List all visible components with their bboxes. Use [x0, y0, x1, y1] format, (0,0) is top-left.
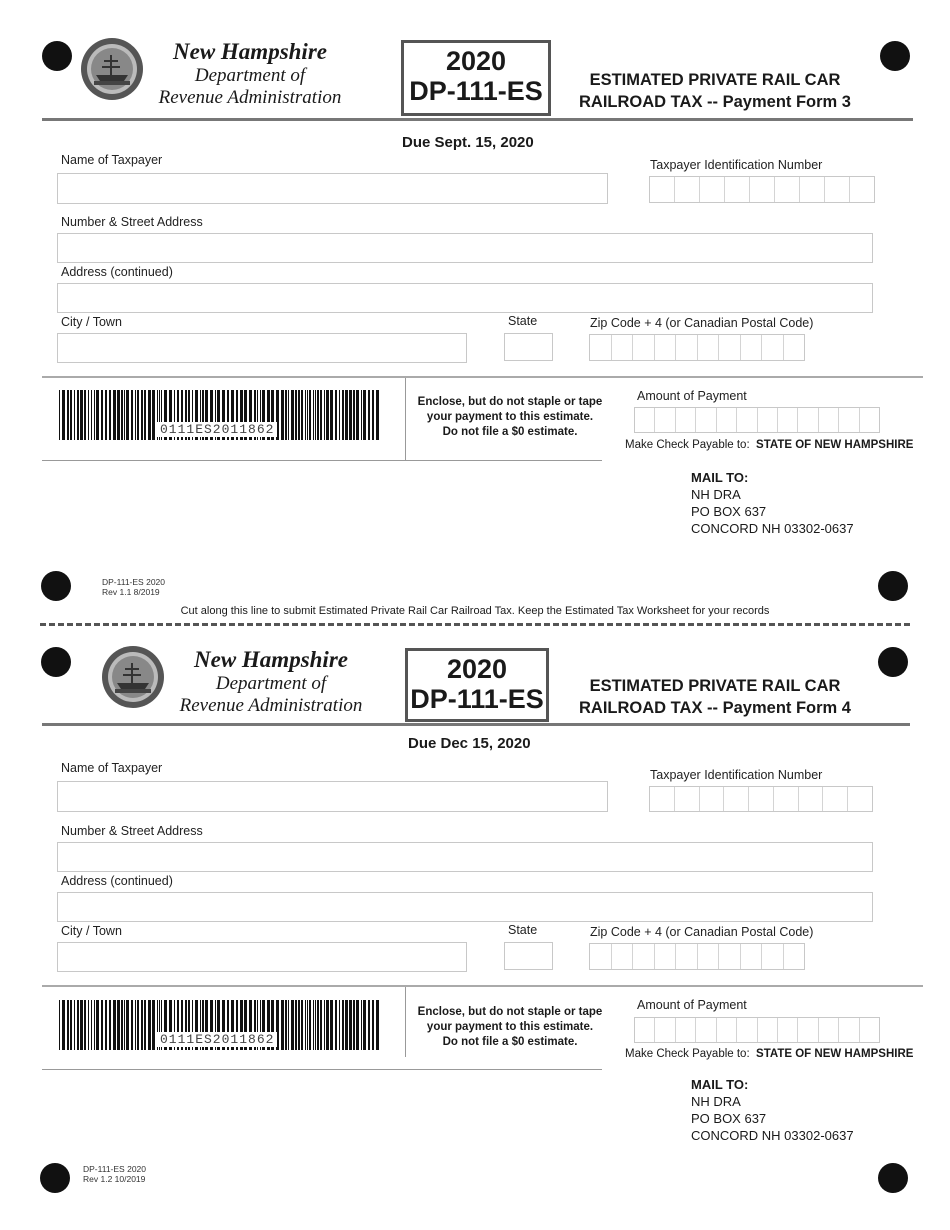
form-year: 2020 [445, 46, 507, 76]
department-line-3: Revenue Administration [158, 87, 342, 108]
header-rule [42, 723, 910, 726]
punch-hole-top-right [880, 41, 910, 71]
mail-line-2: PO BOX 637 [691, 504, 767, 519]
punch-hole-top-left [42, 41, 72, 71]
name-label: Name of Taxpayer [61, 153, 163, 167]
payable-to [625, 1048, 913, 1060]
name-label: Name of Taxpayer [61, 761, 163, 775]
payable-to-prefix: Make Check Payable to: [625, 1048, 750, 1060]
payable-to-prefix: Make Check Payable to: [625, 439, 750, 451]
department-line-1: New Hampshire [173, 39, 327, 64]
mailing-address [691, 1076, 854, 1144]
department-line-2: Department of [215, 673, 327, 694]
enclose-line-2: your payment to this estimate. [426, 1021, 594, 1033]
enclose-line-2: your payment to this estimate. [426, 411, 594, 423]
zip-label: Zip Code + 4 (or Canadian Postal Code) [590, 925, 814, 939]
revision-line-2: Rev 1.2 10/2019 [83, 1174, 146, 1184]
barcode-rule [42, 1069, 602, 1070]
city-label: City / Town [61, 315, 122, 329]
state-seal-icon [101, 645, 165, 709]
form-year: 2020 [446, 654, 508, 684]
barcode [59, 1000, 379, 1050]
cut-line [40, 623, 910, 626]
payee-name: STATE OF NEW HAMPSHIRE [756, 1048, 914, 1060]
revision-line-1: DP-111-ES 2020 [102, 577, 165, 587]
department-line-1: New Hampshire [194, 647, 348, 672]
state-field[interactable] [504, 942, 553, 970]
tin-label: Taxpayer Identification Number [650, 768, 823, 782]
revision-info [83, 1164, 146, 1184]
enclose-line-3: Do not file a $0 estimate. [442, 426, 578, 438]
street-label: Number & Street Address [61, 824, 203, 838]
mail-line-2: PO BOX 637 [691, 1111, 767, 1126]
city-field[interactable] [57, 942, 467, 972]
form-id-box [405, 648, 549, 722]
due-date: Due Sept. 15, 2020 [402, 134, 534, 151]
form-title [560, 675, 870, 719]
zip-label: Zip Code + 4 (or Canadian Postal Code) [590, 316, 814, 330]
form-title-line-2: RAILROAD TAX -- Payment Form 4 [579, 699, 851, 717]
enclose-line-1: Enclose, but do not staple or tape [417, 1006, 603, 1018]
tin-field[interactable] [649, 786, 873, 812]
amount-label: Amount of Payment [637, 998, 747, 1012]
payable-to [625, 439, 913, 451]
name-field[interactable] [57, 173, 608, 204]
street-field[interactable] [57, 842, 873, 872]
header-rule [42, 118, 913, 121]
form-id-box [401, 40, 551, 116]
form-title-line-1: ESTIMATED PRIVATE RAIL CAR [589, 71, 841, 89]
mail-line-1: NH DRA [691, 487, 741, 502]
revision-info [102, 577, 165, 597]
barcode-number: 0111ES2011862 [157, 1032, 277, 1047]
form-number: DP-111-ES [409, 76, 543, 106]
state-label: State [508, 923, 538, 937]
mail-heading: MAIL TO: [691, 1077, 749, 1092]
mail-line-1: NH DRA [691, 1094, 741, 1109]
department-line-3: Revenue Administration [179, 695, 363, 716]
state-label: State [508, 314, 538, 328]
name-field[interactable] [57, 781, 608, 812]
amount-label: Amount of Payment [637, 389, 747, 403]
payee-name: STATE OF NEW HAMPSHIRE [756, 439, 914, 451]
revision-line-1: DP-111-ES 2020 [83, 1164, 146, 1174]
enclose-line-1: Enclose, but do not staple or tape [417, 396, 603, 408]
due-date: Due Dec 15, 2020 [408, 735, 531, 752]
mail-line-3: CONCORD NH 03302-0637 [691, 521, 854, 536]
address2-label: Address (continued) [61, 265, 173, 279]
barcode-number: 0111ES2011862 [157, 422, 277, 437]
enclose-instructions [410, 395, 610, 440]
amount-field[interactable] [634, 407, 880, 433]
street-label: Number & Street Address [61, 215, 203, 229]
vertical-divider [405, 987, 406, 1057]
punch-hole-top-left [41, 647, 71, 677]
punch-hole-mid-right [878, 571, 908, 601]
enclose-line-3: Do not file a $0 estimate. [442, 1036, 578, 1048]
address2-field[interactable] [57, 892, 873, 922]
form-number: DP-111-ES [410, 684, 544, 714]
department-name [140, 39, 360, 109]
street-field[interactable] [57, 233, 873, 263]
punch-hole-bottom-right [878, 1163, 908, 1193]
address2-label: Address (continued) [61, 874, 173, 888]
mail-heading: MAIL TO: [691, 470, 749, 485]
state-seal-icon [80, 37, 144, 101]
enclose-instructions [410, 1005, 610, 1050]
mail-line-3: CONCORD NH 03302-0637 [691, 1128, 854, 1143]
form-title [560, 69, 870, 113]
zip-field[interactable] [589, 943, 805, 970]
punch-hole-bottom-left [40, 1163, 70, 1193]
punch-hole-mid-left [41, 571, 71, 601]
barcode-rule [42, 460, 602, 461]
vertical-divider [405, 378, 406, 461]
tin-field[interactable] [649, 176, 875, 203]
punch-hole-top-right [878, 647, 908, 677]
state-field[interactable] [504, 333, 553, 361]
tin-label: Taxpayer Identification Number [650, 158, 823, 172]
revision-line-2: Rev 1.1 8/2019 [102, 587, 160, 597]
barcode [59, 390, 379, 440]
amount-field[interactable] [634, 1017, 880, 1043]
cut-instructions: Cut along this line to submit Estimated Private Rail Car Railroad Tax. Keep the Estimated Tax Worksheet for your records [180, 605, 770, 617]
form-title-line-2: RAILROAD TAX -- Payment Form 3 [579, 93, 851, 111]
form-title-line-1: ESTIMATED PRIVATE RAIL CAR [589, 677, 841, 695]
mailing-address [691, 469, 854, 537]
city-label: City / Town [61, 924, 122, 938]
section-rule [42, 985, 923, 987]
section-rule [42, 376, 923, 378]
zip-field[interactable] [589, 334, 805, 361]
address2-field[interactable] [57, 283, 873, 313]
city-field[interactable] [57, 333, 467, 363]
department-line-2: Department of [194, 65, 306, 86]
department-name [161, 647, 381, 717]
